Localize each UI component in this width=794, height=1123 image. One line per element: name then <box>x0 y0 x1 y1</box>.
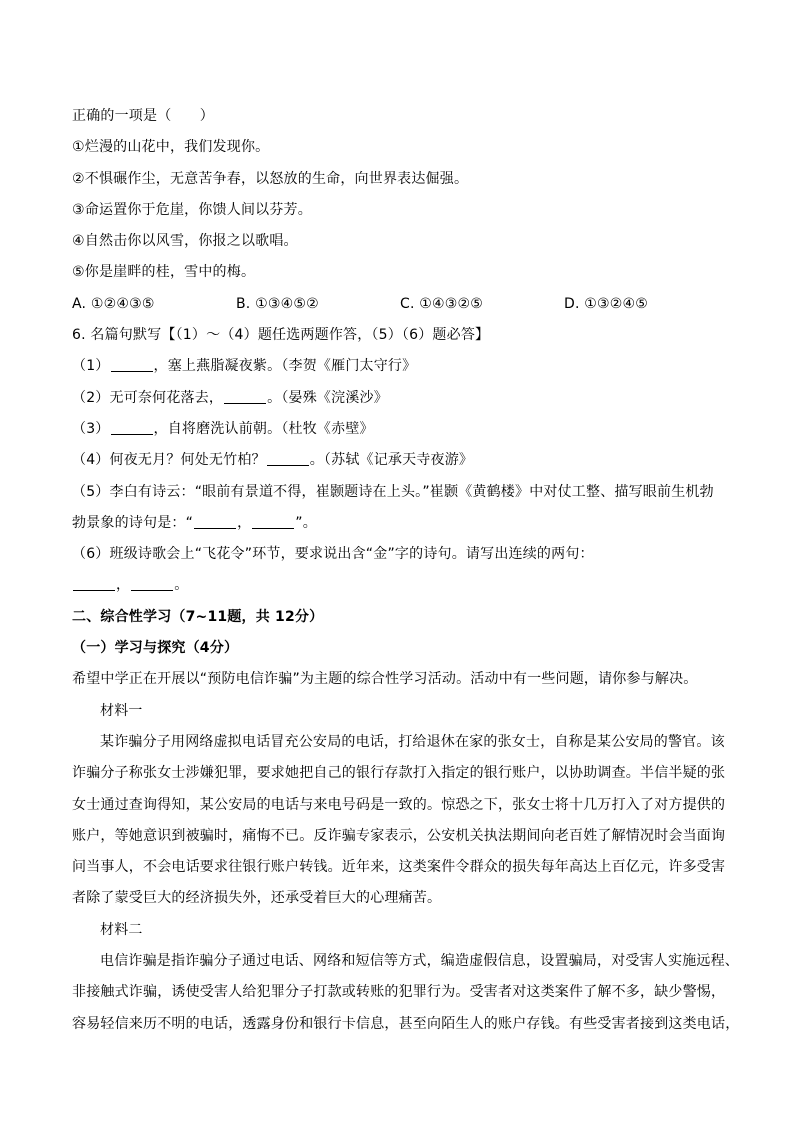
item-text-after: 。（晏殊《浣溪沙》 <box>267 389 388 406</box>
sentence-3: ③命运置你于危崖，你馈人间以芬芳。 <box>72 201 312 218</box>
option-value: ①③④⑤② <box>255 295 319 312</box>
item-text-after: ，自将磨洗认前朝。（杜牧《赤壁》 <box>153 420 374 437</box>
option-d <box>564 289 648 320</box>
item-number: （1） <box>72 358 110 375</box>
separator: ， <box>237 514 252 531</box>
item-text-before: 何夜无月？何处无竹柏？ <box>109 452 266 469</box>
item-number: （2） <box>72 389 110 406</box>
material-1-line: 某诈骗分子用网络虚拟电话冒充公安局的电话，打给退休在家的张女士，自称是某公安局的警官。该 <box>100 733 725 750</box>
option-label: B. <box>236 295 251 312</box>
recitation-item-5-line-2 <box>72 508 726 539</box>
answer-options <box>72 289 726 320</box>
question-stem: 正确的一项是（ ） <box>72 108 214 124</box>
answer-blank <box>111 357 153 372</box>
subsection-heading: （一）学习与探究（4分） <box>72 640 239 657</box>
recitation-item-1 <box>72 351 726 382</box>
item-number: （4） <box>72 452 110 469</box>
item-text-before: 勃景象的诗句是：“ <box>72 514 194 531</box>
sentence-1: ①烂漫的山花中，我们发现你。 <box>72 139 270 156</box>
answer-blank <box>131 576 173 591</box>
answer-blank <box>73 576 115 591</box>
material-1-line: 问当事人，不会电话要求往银行账户转钱。近年来，这类案件令群众的损失每年高达上百亿元，许多受害 <box>72 859 726 876</box>
recitation-item-5-line-1: （5）李白有诗云：“眼前有景道不得，崔颢题诗在上头。”崔颢《黄鹤楼》中对仗工整、描写眼前生机勃 <box>72 483 714 500</box>
recitation-item-4 <box>72 445 726 476</box>
recitation-item-6-line-1: （6）班级诗歌会上“飞花令”环节，要求说出含“金”字的诗句。请写出连续的两句： <box>72 546 594 563</box>
item-text-after: ，塞上燕脂凝夜紫。（李贺《雁门太守行》 <box>153 358 417 375</box>
recitation-item-6-line-2 <box>72 570 726 601</box>
answer-blank <box>267 451 309 466</box>
material-1-line: 女士通过查询得知，某公安局的电话与来电号码是一致的。惊恐之下，张女士将十几万打入了对方提供的 <box>72 796 726 813</box>
material-2-line: 非接触式诈骗，诱使受害人给犯罪分子打款或转账的犯罪行为。受害者对这类案件了解不多，缺少警惕， <box>72 984 726 1001</box>
option-value: ①③②④⑤ <box>584 295 649 312</box>
answer-blank <box>224 389 266 404</box>
option-b <box>236 289 400 320</box>
item-text-before: 无可奈何花落去， <box>109 389 224 406</box>
option-label: C. <box>400 295 415 312</box>
option-label: D. <box>564 295 580 312</box>
option-value: ①④③②⑤ <box>419 295 484 312</box>
recitation-item-2 <box>72 383 726 414</box>
item-number: （3） <box>72 420 110 437</box>
item-text-after: ”。 <box>295 514 317 531</box>
answer-blank <box>252 514 294 529</box>
material-2-line: 容易轻信来历不明的电话，透露身份和银行卡信息，甚至向陌生人的账户存钱。有些受害者接到这类电话， <box>72 1015 740 1032</box>
question-6-title: 6. 名篇句默写【（1）～（4）题任选两题作答，（5）（6）题必答】 <box>72 327 490 344</box>
section-heading: 二、综合性学习（7~11题，共 12分） <box>72 608 324 625</box>
material-1-line: 者除了蒙受巨大的经济损失外，还承受着巨大的心理痛苦。 <box>72 890 442 907</box>
option-c <box>400 289 564 320</box>
material-2-line: 电信诈骗是指诈骗分子通过电话、网络和短信等方式，编造虚假信息，设置骗局，对受害人实施远程、 <box>100 953 739 970</box>
section-intro: 希望中学正在开展以“预防电信诈骗”为主题的综合性学习活动。活动中有一些问题，请你参与解决。 <box>72 671 698 688</box>
material-2-title: 材料二 <box>100 921 143 938</box>
material-1-line: 账户，等她意识到被骗时，痛悔不已。反诈骗专家表示，公安机关执法期间向老百姓了解情况时会当面询 <box>72 827 726 844</box>
separator: ， <box>116 577 131 594</box>
option-value: ①②④③⑤ <box>90 295 155 312</box>
sentence-2: ②不惧碾作尘，无意苦争春，以怒放的生命，向世界表达倔强。 <box>72 170 469 187</box>
material-1-title: 材料一 <box>100 702 143 719</box>
item-text-after: 。 <box>174 577 189 594</box>
answer-blank <box>194 514 236 529</box>
material-1-line: 诈骗分子称张女士涉嫌犯罪，要求她把自己的银行存款打入指定的银行账户，以协助调查。半信半疑的张 <box>72 765 726 782</box>
option-a <box>72 289 236 320</box>
option-label: A. <box>72 295 87 312</box>
answer-blank <box>111 420 153 435</box>
item-text-after: 。（苏轼《记承天寺夜游》 <box>309 452 474 469</box>
document-page <box>72 101 740 1040</box>
recitation-item-3 <box>72 414 726 445</box>
sentence-4: ④自然击你以风雪，你报之以歌唱。 <box>72 233 298 250</box>
sentence-5: ⑤你是崖畔的桂，雪中的梅。 <box>72 264 256 281</box>
